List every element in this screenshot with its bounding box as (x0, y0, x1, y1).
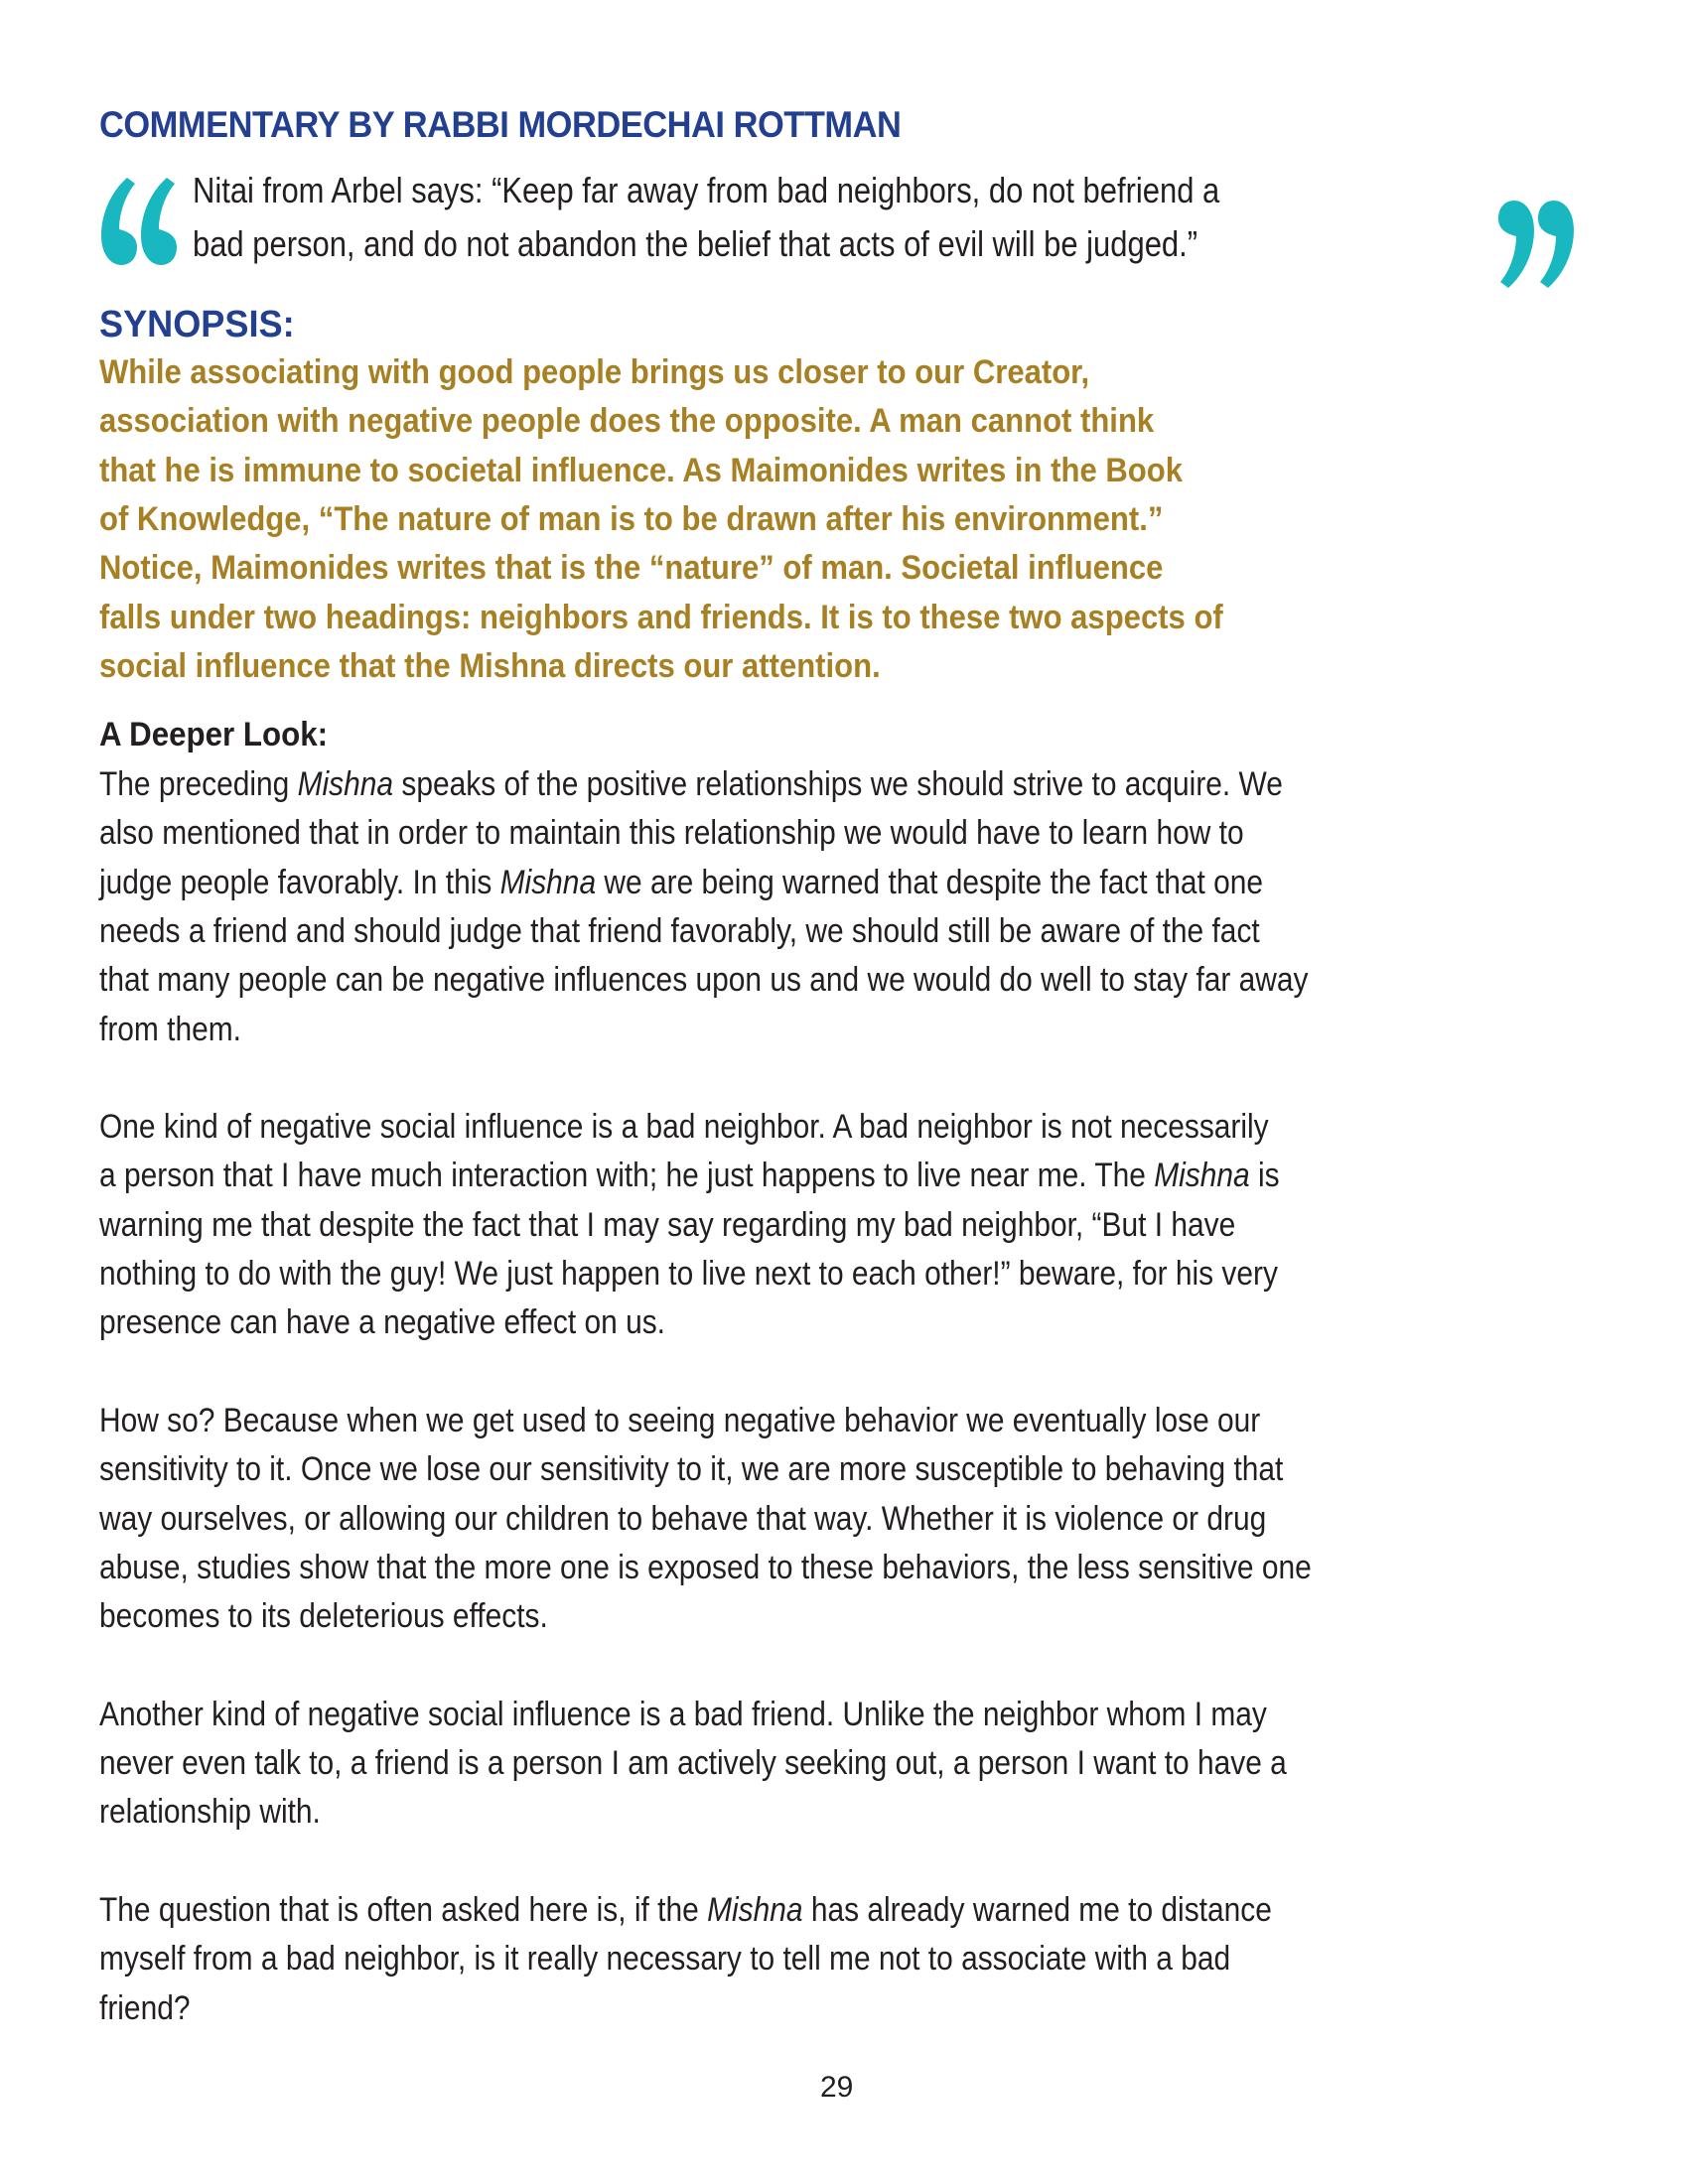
body-text: nothing to do with the guy! We just happen to live next to each other!” beware, for his very (99, 1255, 1278, 1293)
body-text: is (1249, 1157, 1280, 1195)
body-line (99, 1205, 1235, 1246)
body-line (99, 1890, 1272, 1931)
body-text: needs a friend and should judge that friend favorably, we should still be aware of the fact (99, 911, 1260, 950)
body-line (99, 1010, 241, 1050)
body-line (99, 1988, 190, 2029)
body-text: warning me that despite the fact that I may say regarding my bad neighbor, “But I have (99, 1205, 1236, 1244)
body-text: never even talk to, a friend is a person I am actively seeking out, a person I want to have a (99, 1744, 1287, 1782)
body-text: way ourselves, or allowing our children to behave that way. Whether it is violence or drug (99, 1499, 1267, 1538)
body-line (99, 1548, 1312, 1588)
body-line (99, 1302, 665, 1343)
body-text: sensitivity to it. Once we lose our sensitivity to it, we are more susceptible to behaving that (99, 1450, 1284, 1489)
italic-term: Mishna (499, 863, 597, 901)
quote-line: Nitai from Arbel says: “Keep far away from bad neighbors, do not befriend a (193, 170, 1220, 210)
body-text: Another kind of negative social influence is a bad friend. Unlike the neighbor whom I may (99, 1695, 1267, 1733)
body-line (99, 1107, 1269, 1148)
body-text: that many people can be negative influences upon us and we would do well to stay far away (99, 961, 1309, 1000)
body-text: also mentioned that in order to maintain this relationship we would have to learn how to (99, 814, 1244, 853)
body-text: presence can have a negative effect on us. (99, 1303, 665, 1342)
body-text: judge people favorably. In this (99, 863, 500, 901)
body-line (99, 1156, 1280, 1196)
body-text: The preceding (99, 765, 298, 803)
close-quote-right-mark (1538, 201, 1574, 288)
body-line (99, 863, 1263, 903)
close-quote-left-mark (1498, 201, 1534, 288)
synopsis-line: falls under two headings: neighbors and friends. It is to these two aspects of (99, 598, 1223, 636)
commentary-heading: COMMENTARY BY RABBI MORDECHAI ROTTMAN (99, 104, 902, 145)
synopsis-line: While associating with good people brings us closer to our Creator, (99, 353, 1090, 391)
body-line (99, 1596, 548, 1637)
open-quote-icon (97, 174, 181, 269)
synopsis-line: association with negative people does the opposite. A man cannot think (99, 402, 1155, 441)
body-line (99, 764, 1283, 805)
body-line (99, 1449, 1283, 1490)
synopsis-title: SYNOPSIS: (99, 304, 295, 345)
body-text: The question that is often asked here is, if the (99, 1890, 708, 1929)
body-text: we are being warned that despite the fact that one (596, 863, 1264, 901)
body-text: friend? (99, 1988, 191, 2027)
body-text: a person that I have much interaction with; he just happens to live near me. The (99, 1157, 1155, 1195)
synopsis-line: social influence that the Mishna directs our attention. (99, 646, 881, 685)
quote-line: bad person, and do not abandon the belief that acts of evil will be judged.” (193, 223, 1198, 264)
body-text: becomes to its deleterious effects. (99, 1597, 548, 1636)
body-text: How so? Because when we get used to seeing negative behavior we eventually lose our (99, 1401, 1261, 1439)
synopsis-line: of Knowledge, “The nature of man is to be drawn after his environment.” (99, 499, 1164, 538)
page-number: 29 (820, 2071, 854, 2104)
body-text: One kind of negative social influence is a bad neighbor. A bad neighbor is not necessarily (99, 1108, 1269, 1147)
italic-term: Mishna (707, 1890, 803, 1929)
synopsis-line: Notice, Maimonides writes that is the “nature” of man. Societal influence (99, 549, 1164, 588)
body-text: speaks of the positive relationships we should strive to acquire. We (393, 765, 1283, 803)
body-text: has already warned me to distance (802, 1890, 1272, 1929)
italic-term: Mishna (297, 765, 394, 803)
body-line (99, 1401, 1260, 1441)
body-line (99, 911, 1260, 952)
body-line (99, 1254, 1278, 1295)
synopsis-line: that he is immune to societal influence. As Maimonides writes in the Book (99, 451, 1183, 489)
open-quote-left-mark (101, 178, 137, 265)
deeper-look-title: A Deeper Look: (99, 716, 329, 753)
body-line (99, 1695, 1267, 1735)
body-line (99, 1792, 321, 1833)
body-text: from them. (99, 1010, 241, 1048)
body-text: relationship with. (99, 1793, 321, 1832)
body-line (99, 1499, 1266, 1540)
body-line (99, 1743, 1287, 1784)
body-line (99, 960, 1309, 1001)
close-quote-icon (1494, 197, 1578, 292)
body-line (99, 813, 1244, 854)
body-line (99, 1939, 1230, 1979)
italic-term: Mishna (1154, 1157, 1250, 1195)
open-quote-right-mark (141, 178, 177, 265)
body-text: abuse, studies show that the more one is exposed to these behaviors, the less sensitive one (99, 1548, 1312, 1586)
body-text: myself from a bad neighbor, is it really necessary to tell me not to associate with a bad (99, 1940, 1231, 1979)
